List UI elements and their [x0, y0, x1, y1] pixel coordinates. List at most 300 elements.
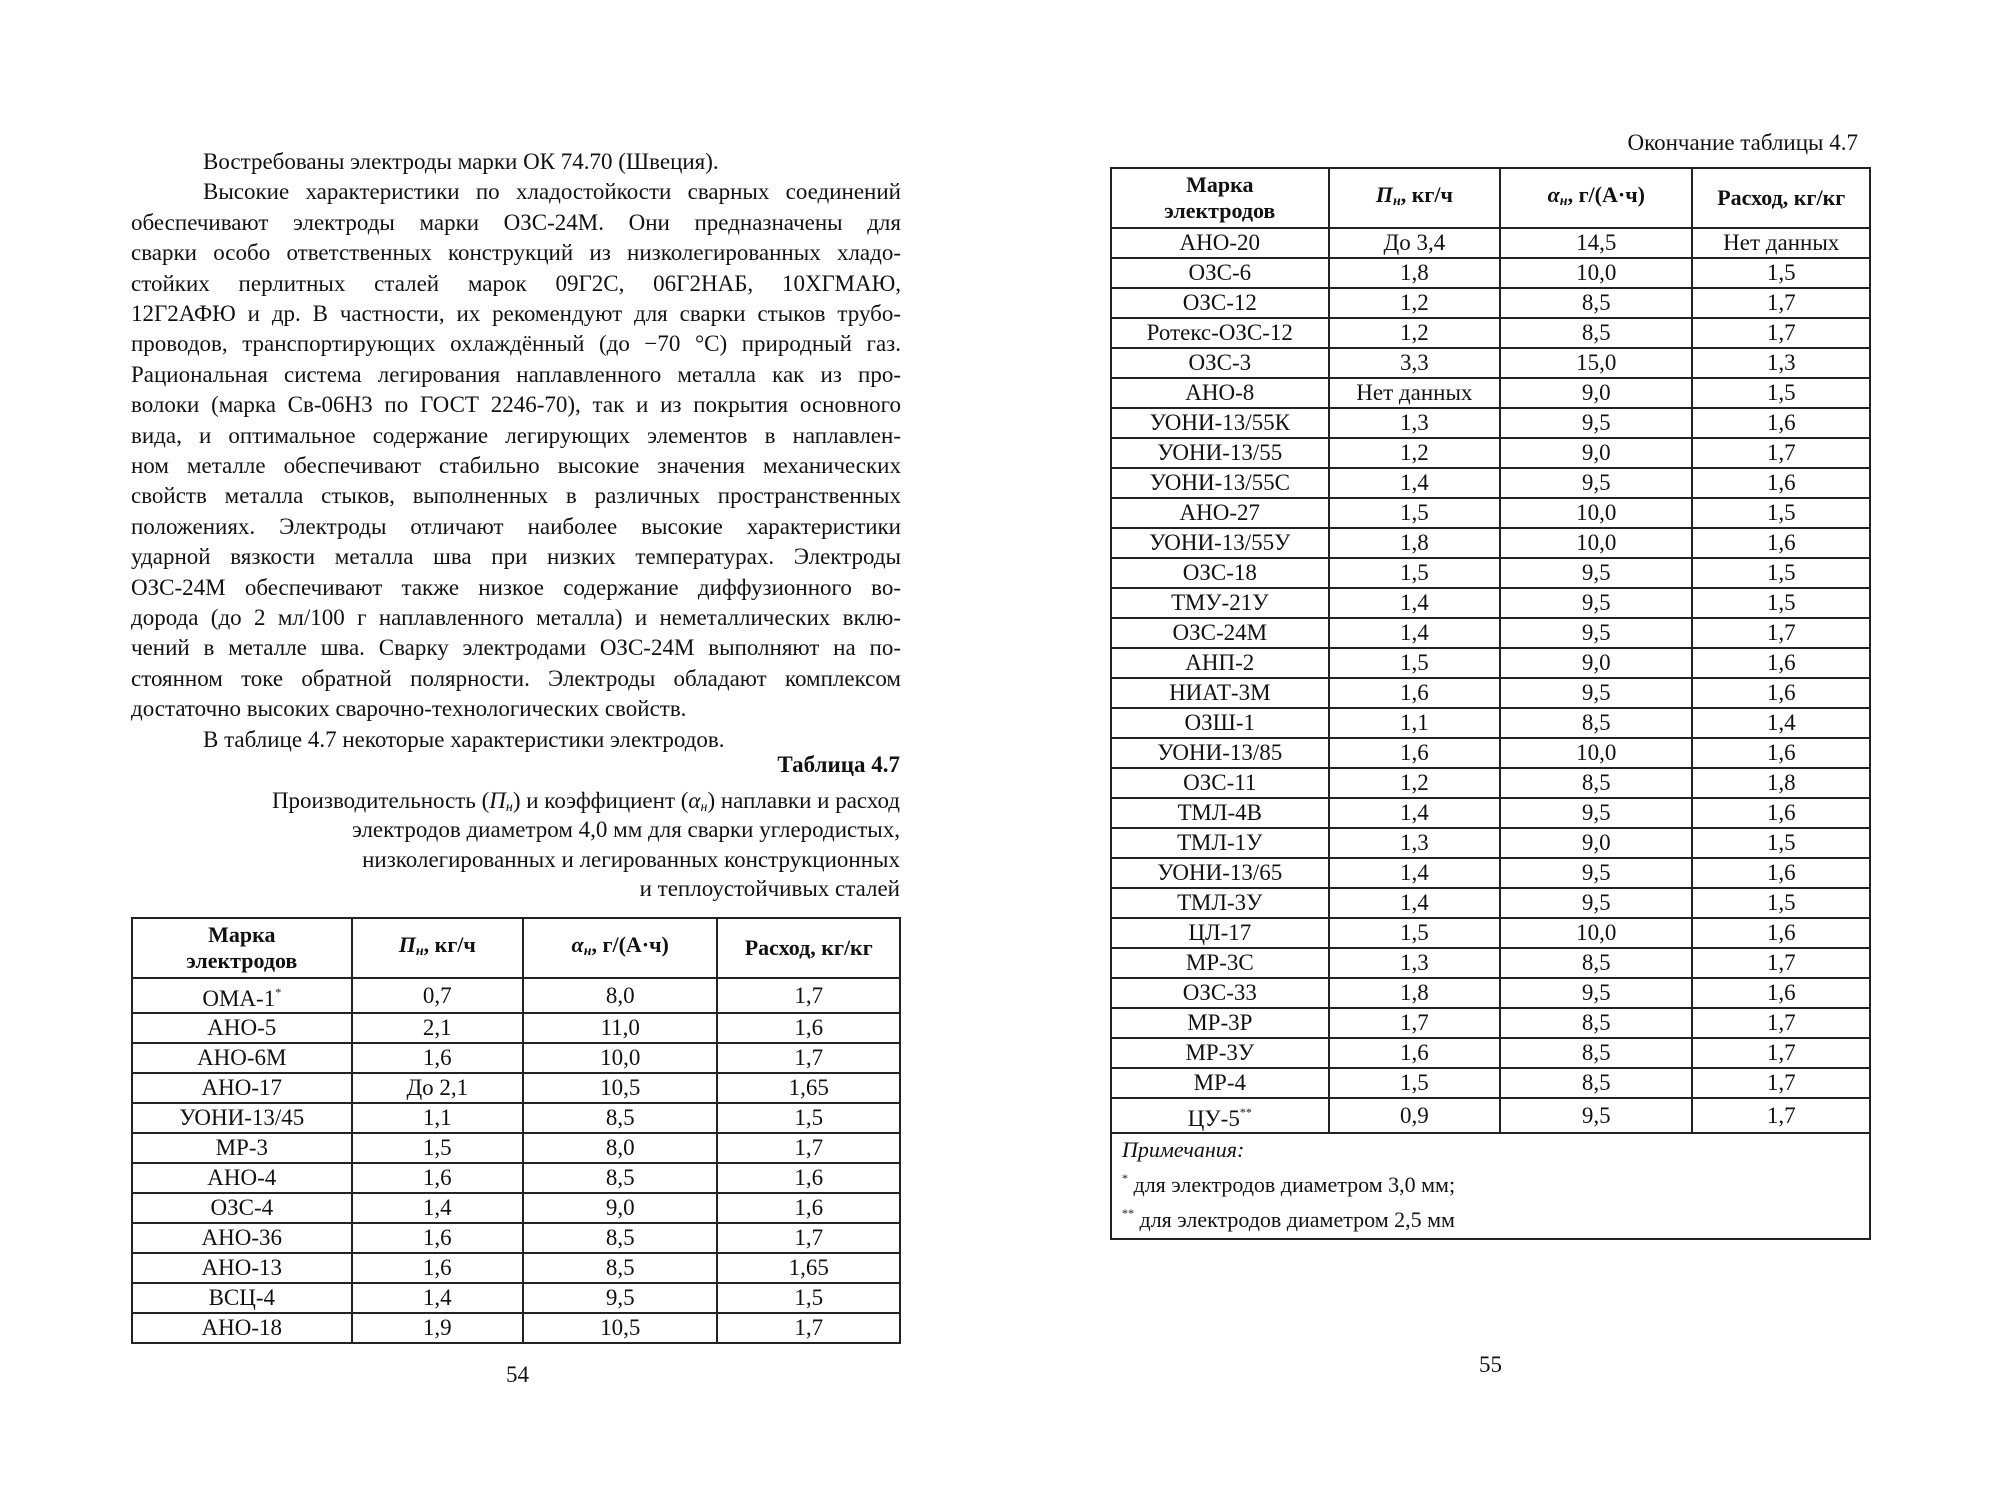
cell-text: 8,5: [605, 1165, 635, 1190]
cell-text: 9,5: [1581, 620, 1611, 645]
cell-brand: [1111, 948, 1329, 978]
cell-text: 0,7: [422, 982, 452, 1008]
table-row: [132, 1313, 900, 1343]
cell-text: 1,5: [1766, 590, 1796, 615]
table-row: [132, 1013, 900, 1043]
cell-text: УОНИ-13/55К: [1149, 410, 1290, 435]
cell-consumption: [717, 1073, 900, 1103]
cell-text: МР-4: [1193, 1070, 1246, 1095]
cell-coefficient: [1500, 408, 1692, 438]
cell-brand: [1111, 678, 1329, 708]
cell-text: 10,0: [1576, 740, 1617, 765]
cell-brand: [1111, 828, 1329, 858]
cell-brand: [1111, 228, 1329, 258]
cell-text: МР-3У: [1185, 1040, 1255, 1065]
header-text: электродов: [186, 948, 298, 973]
cell-text: 1,6: [1399, 680, 1429, 705]
table-notes: [1111, 1133, 1870, 1239]
cell-consumption: [1692, 918, 1870, 948]
cell-text: 1,65: [788, 1255, 829, 1280]
cell-coefficient: [1500, 528, 1692, 558]
cell-text: ТМУ-21У: [1171, 590, 1269, 615]
cell-productivity: [352, 1133, 523, 1163]
table-row: [1111, 288, 1870, 318]
cell-consumption: [717, 1253, 900, 1283]
cell-text: ВСЦ-4: [208, 1285, 276, 1310]
cell-text: 1,5: [794, 1285, 824, 1310]
cell-text: ОЗС-18: [1182, 560, 1257, 585]
cell-text: 9,0: [605, 1195, 635, 1220]
cell-brand: [1111, 888, 1329, 918]
cell-text: 10,0: [1576, 530, 1617, 555]
cell-brand: [1111, 618, 1329, 648]
cell-text: 8,0: [605, 1135, 635, 1160]
cell-coefficient: [1500, 918, 1692, 948]
page-number: 54: [506, 1362, 529, 1387]
cell-consumption: [1692, 858, 1870, 888]
cell-text: 9,5: [1581, 470, 1611, 495]
cell-consumption: [717, 1223, 900, 1253]
cell-text: 1,4: [1399, 800, 1429, 825]
table-row: [1111, 798, 1870, 828]
notes-title: Примечания:: [1122, 1137, 1245, 1162]
cell-text: ОМА-1: [202, 986, 276, 1011]
cell-productivity: [1329, 948, 1501, 978]
page-number: 55: [1479, 1352, 1502, 1377]
cell-consumption: [1692, 678, 1870, 708]
cell-brand: [1111, 768, 1329, 798]
cell-productivity: [352, 978, 523, 1013]
cell-brand: [132, 1253, 352, 1283]
cell-text: 9,5: [1581, 410, 1611, 435]
cell-text: 1,8: [1399, 980, 1429, 1005]
cell-text: 1,4: [1399, 860, 1429, 885]
note-mark: *: [1122, 1171, 1128, 1185]
table-row: [1111, 258, 1870, 288]
cell-text: 1,3: [1399, 830, 1429, 855]
cell-consumption: [1692, 708, 1870, 738]
cell-productivity: [1329, 1038, 1501, 1068]
cell-productivity: [1329, 1068, 1501, 1098]
note-2: [1122, 1199, 1859, 1234]
cell-text: 9,5: [1581, 980, 1611, 1005]
table-continuation-label: Окончание таблицы 4.7: [1627, 130, 1858, 155]
cell-consumption: [1692, 648, 1870, 678]
note-mark: **: [1122, 1206, 1134, 1220]
cell-productivity: [1329, 408, 1501, 438]
cell-text: АНО-20: [1179, 230, 1261, 255]
note-1: [1122, 1164, 1859, 1199]
cell-brand: [1111, 1098, 1329, 1133]
table-row: [1111, 1098, 1870, 1133]
table-row: [1111, 498, 1870, 528]
cell-brand: [132, 1313, 352, 1343]
cell-consumption: [1692, 408, 1870, 438]
header-coefficient: [523, 918, 717, 978]
table-row: [1111, 918, 1870, 948]
cell-text: 1,3: [1766, 350, 1796, 375]
cell-productivity: [1329, 228, 1501, 258]
cell-coefficient: [523, 978, 717, 1013]
symbol: П: [398, 931, 416, 957]
cell-coefficient: [1500, 978, 1692, 1008]
cell-productivity: [1329, 648, 1501, 678]
electrode-table: [131, 917, 901, 1344]
cell-text: 1,7: [1399, 1010, 1429, 1035]
table-row: [1111, 558, 1870, 588]
cell-productivity: [352, 1253, 523, 1283]
cell-consumption: [1692, 1098, 1870, 1133]
cell-text: 1,2: [1399, 320, 1429, 345]
cell-consumption: [1692, 738, 1870, 768]
cell-coefficient: [1500, 1038, 1692, 1068]
cell-coefficient: [1500, 228, 1692, 258]
cell-brand: [132, 1103, 352, 1133]
cell-text: МР-3Р: [1187, 1010, 1253, 1035]
cell-brand: [1111, 648, 1329, 678]
body-text-line: волоки (марка Св-06Н3 по ГОСТ 2246-70), так и из покрытия основного: [131, 392, 901, 418]
table-row: [132, 1223, 900, 1253]
cell-text: УОНИ-13/55: [1157, 440, 1283, 465]
cell-text: 1,4: [1399, 620, 1429, 645]
cell-brand: [132, 1283, 352, 1313]
cell-text: 1,6: [794, 1015, 824, 1040]
cell-productivity: [352, 1103, 523, 1133]
cell-text: 1,6: [1766, 920, 1796, 945]
cell-productivity: [1329, 738, 1501, 768]
table-row: [1111, 768, 1870, 798]
cell-coefficient: [523, 1223, 717, 1253]
table-header: [1111, 168, 1870, 228]
cell-consumption: [717, 1163, 900, 1193]
cell-productivity: [1329, 1008, 1501, 1038]
cell-text: ОЗС-11: [1183, 770, 1257, 795]
table-row: [1111, 408, 1870, 438]
body-text-line: ударной вязкости металла шва при низких температурах. Электроды: [131, 544, 901, 570]
cell-consumption: [717, 1313, 900, 1343]
body-text-line: вида, и оптимальное содержание легирующих элементов в наплавлен-: [131, 422, 901, 448]
cell-text: 1,5: [1766, 380, 1796, 405]
cell-text: ТМЛ-1У: [1177, 830, 1263, 855]
header-text: электродов: [1164, 198, 1276, 223]
cell-text: 1,4: [1399, 890, 1429, 915]
table-row: [1111, 1038, 1870, 1068]
cell-coefficient: [523, 1283, 717, 1313]
cell-coefficient: [1500, 828, 1692, 858]
cell-text: 1,6: [422, 1225, 452, 1250]
cell-coefficient: [1500, 438, 1692, 468]
table-row: [132, 1133, 900, 1163]
cell-coefficient: [523, 1253, 717, 1283]
cell-text: 9,5: [1581, 590, 1611, 615]
body-text-line: сварки особо ответственных конструкций из низколегированных хладо-: [131, 240, 901, 266]
cell-text: 1,7: [794, 982, 824, 1008]
cell-text: 1,5: [1399, 500, 1429, 525]
cell-productivity: [1329, 348, 1501, 378]
cell-text: 1,4: [1399, 590, 1429, 615]
table-row: [1111, 618, 1870, 648]
cell-text: 11,0: [600, 1015, 640, 1040]
cell-productivity: [1329, 528, 1501, 558]
table-caption-line: и теплоустойчивых сталей: [639, 876, 900, 901]
cell-text: 1,2: [1399, 440, 1429, 465]
cell-consumption: [1692, 258, 1870, 288]
header-productivity: [1329, 168, 1501, 228]
cell-text: 1,5: [1399, 560, 1429, 585]
cell-text: 1,1: [1399, 710, 1429, 735]
cell-text: 1,7: [1766, 1102, 1796, 1128]
header-brand: [1111, 168, 1329, 228]
cell-coefficient: [523, 1313, 717, 1343]
cell-productivity: [1329, 978, 1501, 1008]
cell-brand: [1111, 1008, 1329, 1038]
cell-productivity: [1329, 588, 1501, 618]
cell-brand: [132, 1013, 352, 1043]
cell-text: 8,5: [1581, 950, 1611, 975]
cell-text: 10,0: [600, 1045, 641, 1070]
caption-text: Производительность (: [271, 788, 490, 813]
cell-text: 1,6: [1766, 650, 1796, 675]
cell-productivity: [352, 1193, 523, 1223]
cell-text: 1,3: [1399, 950, 1429, 975]
header-consumption: Расход, кг/кг: [717, 918, 900, 978]
table-row: [1111, 858, 1870, 888]
table-row: [1111, 828, 1870, 858]
cell-text: 1,5: [794, 1105, 824, 1130]
header-text: , кг/ч: [1400, 181, 1453, 207]
cell-text: АНО-27: [1179, 500, 1261, 525]
table-caption-line: электродов диаметром 4,0 мм для сварки углеродистых,: [351, 817, 900, 842]
header-productivity: [352, 918, 523, 978]
cell-brand: [1111, 858, 1329, 888]
cell-text: 1,6: [794, 1165, 824, 1190]
table-row: [1111, 468, 1870, 498]
table-row: [132, 1073, 900, 1103]
cell-text: 1,6: [1766, 800, 1796, 825]
cell-coefficient: [1500, 498, 1692, 528]
cell-brand: [1111, 288, 1329, 318]
cell-text: АНО-36: [201, 1225, 283, 1250]
table-row: [1111, 318, 1870, 348]
cell-coefficient: [523, 1133, 717, 1163]
cell-text: УОНИ-13/45: [179, 1105, 305, 1130]
cell-text: 1,7: [1766, 1010, 1796, 1035]
cell-productivity: [352, 1073, 523, 1103]
cell-text: 8,5: [605, 1225, 635, 1250]
cell-consumption: [1692, 528, 1870, 558]
cell-coefficient: [1500, 708, 1692, 738]
cell-text: 1,6: [1766, 410, 1796, 435]
cell-productivity: [1329, 678, 1501, 708]
cell-brand: [1111, 528, 1329, 558]
table-row: [1111, 438, 1870, 468]
cell-consumption: [717, 1193, 900, 1223]
cell-text: МР-3С: [1185, 950, 1254, 975]
cell-consumption: [1692, 1068, 1870, 1098]
cell-brand: [1111, 318, 1329, 348]
table-title: Таблица 4.7: [777, 752, 900, 777]
cell-consumption: [1692, 558, 1870, 588]
body-text-line: 12Г2АФЮ и др. В частности, их рекомендуют для сварки стыков трубо-: [131, 301, 901, 326]
cell-productivity: [1329, 258, 1501, 288]
cell-text: 1,4: [422, 1195, 452, 1220]
subscript: н: [1392, 193, 1401, 209]
cell-brand: [132, 1193, 352, 1223]
body-text-line: В таблице 4.7 некоторые характеристики электродов.: [203, 726, 725, 752]
cell-text: УОНИ-13/55С: [1149, 470, 1290, 495]
cell-text: 1,8: [1399, 260, 1429, 285]
cell-text: 1,6: [1766, 530, 1796, 555]
body-text-line: обеспечивают электроды марки ОЗС-24М. Они предназначены для: [131, 209, 901, 235]
cell-consumption: [717, 1013, 900, 1043]
table-row: [132, 1283, 900, 1313]
header-text: , кг/ч: [423, 931, 476, 957]
cell-text: 1,6: [794, 1195, 824, 1220]
cell-text: 1,5: [1766, 560, 1796, 585]
cell-text: 10,5: [600, 1075, 641, 1100]
cell-coefficient: [1500, 1068, 1692, 1098]
cell-brand: [1111, 438, 1329, 468]
cell-brand: [1111, 348, 1329, 378]
cell-productivity: [1329, 618, 1501, 648]
cell-productivity: [1329, 1098, 1501, 1133]
cell-brand: [1111, 708, 1329, 738]
table-row: [1111, 708, 1870, 738]
cell-text: АНП-2: [1185, 650, 1255, 675]
cell-coefficient: [523, 1193, 717, 1223]
cell-text: УОНИ-13/55У: [1149, 530, 1291, 555]
cell-text: 1,5: [1766, 890, 1796, 915]
cell-text: 1,6: [422, 1045, 452, 1070]
cell-text: Нет данных: [1356, 380, 1473, 405]
cell-text: 1,3: [1399, 410, 1429, 435]
cell-text: 10,0: [1576, 920, 1617, 945]
cell-text: 1,5: [422, 1135, 452, 1160]
cell-productivity: [1329, 708, 1501, 738]
header-coefficient: [1500, 168, 1692, 228]
cell-text: 1,1: [422, 1105, 452, 1130]
subscript: н: [505, 800, 513, 815]
cell-consumption: [1692, 978, 1870, 1008]
cell-consumption: [1692, 498, 1870, 528]
cell-text: 1,7: [794, 1045, 824, 1070]
cell-text: 8,5: [1581, 290, 1611, 315]
cell-text: 8,5: [1581, 1070, 1611, 1095]
cell-text: ОЗС-12: [1182, 290, 1257, 315]
cell-text: ОЗС-33: [1182, 980, 1257, 1005]
cell-text: ЦЛ-17: [1188, 920, 1252, 945]
cell-coefficient: [1500, 1008, 1692, 1038]
cell-consumption: [1692, 288, 1870, 318]
cell-coefficient: [1500, 648, 1692, 678]
cell-productivity: [352, 1013, 523, 1043]
cell-brand: [132, 1133, 352, 1163]
table-row: [1111, 738, 1870, 768]
cell-text: 0,9: [1399, 1102, 1429, 1128]
cell-text: 10,0: [1576, 260, 1617, 285]
table-body: [132, 978, 900, 1343]
table-row: [1111, 1068, 1870, 1098]
cell-text: 8,5: [1581, 1040, 1611, 1065]
cell-coefficient: [523, 1043, 717, 1073]
cell-coefficient: [523, 1163, 717, 1193]
cell-text: УОНИ-13/85: [1157, 740, 1283, 765]
table-row: [132, 1103, 900, 1133]
cell-text: 1,7: [1766, 440, 1796, 465]
symbol: α: [571, 931, 584, 957]
table-row: [1111, 348, 1870, 378]
cell-text: ОЗС-3: [1188, 350, 1252, 375]
cell-brand: [132, 1163, 352, 1193]
cell-text: 1,5: [1399, 650, 1429, 675]
cell-text: 1,5: [1399, 1070, 1429, 1095]
cell-text: 1,6: [1766, 470, 1796, 495]
table-row: [1111, 528, 1870, 558]
table-row: [132, 1193, 900, 1223]
cell-consumption: [717, 1043, 900, 1073]
cell-productivity: [1329, 498, 1501, 528]
cell-text: 1,7: [1766, 620, 1796, 645]
symbol-productivity: П: [489, 788, 506, 813]
cell-text: 1,6: [1766, 740, 1796, 765]
cell-text: АНО-17: [201, 1075, 283, 1100]
cell-brand: [1111, 468, 1329, 498]
cell-text: 9,5: [605, 1285, 635, 1310]
cell-coefficient: [1500, 678, 1692, 708]
body-text-line: стоянном токе обратной полярности. Электроды обладают комплексом: [131, 665, 901, 691]
cell-coefficient: [523, 1073, 717, 1103]
cell-text: 8,5: [605, 1105, 635, 1130]
cell-brand: [132, 1043, 352, 1073]
cell-text: 1,5: [1766, 830, 1796, 855]
cell-text: АНО-18: [201, 1315, 283, 1340]
note-text: для электродов диаметром 2,5 мм: [1134, 1207, 1455, 1232]
cell-text: 1,7: [1766, 1070, 1796, 1095]
body-text-line: ОЗС-24М обеспечивают также низкое содержание диффузионного во-: [131, 574, 901, 600]
cell-productivity: [1329, 768, 1501, 798]
caption-text: ) наплавки и расход: [707, 788, 900, 813]
footnote-mark: *: [275, 985, 282, 999]
cell-consumption: [1692, 468, 1870, 498]
cell-text: ОЗС-4: [210, 1195, 274, 1220]
cell-text: ТМЛ-4В: [1177, 800, 1262, 825]
cell-coefficient: [1500, 348, 1692, 378]
cell-brand: [1111, 498, 1329, 528]
cell-text: 8,0: [605, 982, 635, 1008]
subscript: н: [583, 943, 592, 959]
cell-text: 1,8: [1766, 770, 1796, 795]
cell-text: 1,6: [1399, 740, 1429, 765]
cell-brand: [1111, 1068, 1329, 1098]
body-text-line: Высокие характеристики по хладостойкости сварных соединений: [203, 179, 901, 205]
cell-text: До 3,4: [1383, 230, 1446, 255]
cell-coefficient: [1500, 948, 1692, 978]
cell-text: 1,6: [422, 1165, 452, 1190]
header-text: , г/(А·ч): [591, 931, 669, 957]
table-row: [1111, 378, 1870, 408]
cell-coefficient: [1500, 798, 1692, 828]
cell-productivity: [1329, 858, 1501, 888]
cell-consumption: [1692, 348, 1870, 378]
cell-text: 1,5: [1766, 500, 1796, 525]
cell-productivity: [352, 1283, 523, 1313]
cell-productivity: [1329, 828, 1501, 858]
body-text-line: ном металле обеспечивают стабильно высокие значения механических: [131, 453, 901, 478]
cell-text: 1,6: [422, 1255, 452, 1280]
cell-productivity: [352, 1223, 523, 1253]
cell-text: 1,7: [794, 1135, 824, 1160]
cell-coefficient: [1500, 258, 1692, 288]
